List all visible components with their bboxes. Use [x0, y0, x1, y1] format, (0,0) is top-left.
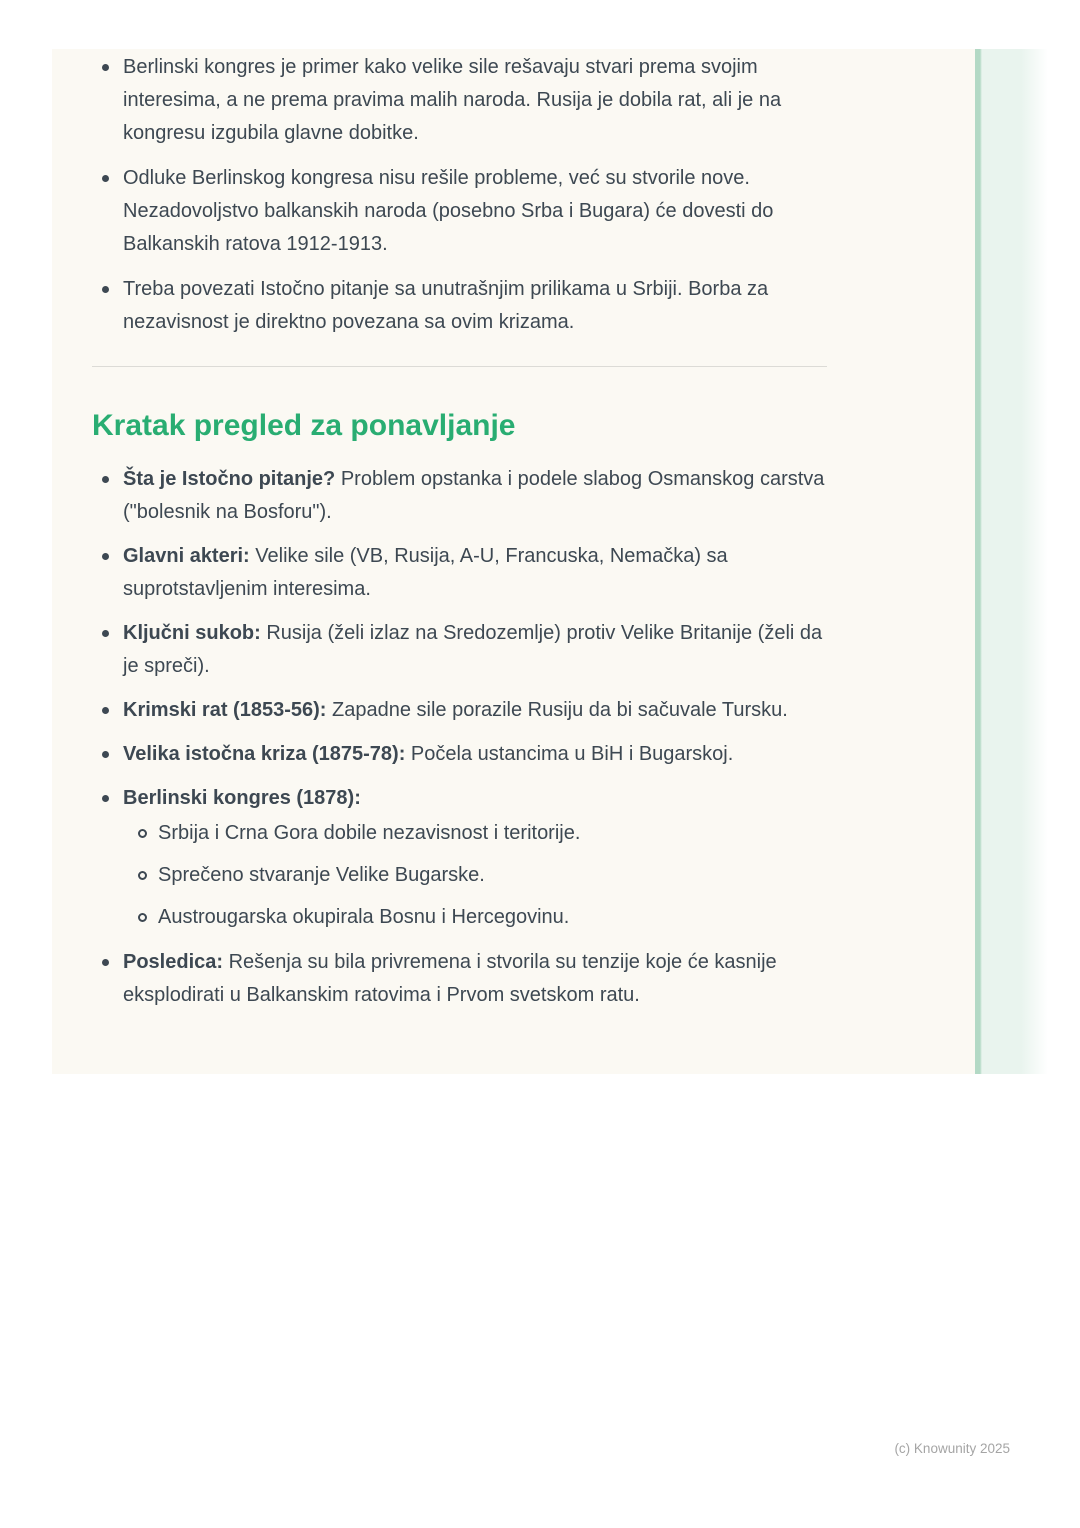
copyright-note: (c) Knowunity 2025 — [894, 1441, 1010, 1456]
bullet-rest-text: Zapadne sile porazile Rusiju da bi sačuvale Tursku. — [326, 699, 788, 721]
bullet-rest-text: Velike sile (VB, Rusija, A-U, Francuska, Nemačka) sa suprotstavljenim interesima. — [123, 545, 728, 600]
bullet-lead-text: Velika istočna kriza (1875-78): — [123, 743, 406, 765]
bullet-lead-text: Šta je Istočno pitanje? — [123, 468, 336, 490]
intro-bullet-item: Berlinski kongres je primer kako velike sile rešavaju stvari prema svojim interesima, a ne prema pravima malih naroda. Rusija je dobila rat, ali je na kongresu izgubila glavne dobitke. — [123, 51, 834, 150]
bullet-lead-text: Krimski rat (1853-56): — [123, 699, 327, 721]
bullet-rest-text: Rusija (želi izlaz na Sredozemlje) protiv Velike Britanije (želi da je spreči). — [123, 622, 823, 677]
summary-bullet-item — [123, 782, 834, 934]
summary-bullet-item — [123, 540, 834, 606]
summary-bullet-item — [123, 946, 834, 1012]
sub-bullet-item: Sprečeno stvaranje Velike Bugarske. — [158, 859, 834, 892]
bullet-rest-text: Rešenja su bila privremena i stvorila su tenzije koje će kasnije eksplodirati u Balkanskim ratovima i Prvom svetskom ratu. — [123, 951, 777, 1006]
intro-bullet-list — [92, 51, 834, 339]
bullet-lead-text: Berlinski kongres (1878): — [123, 787, 361, 809]
bullet-lead-text: Ključni sukob: — [123, 622, 261, 644]
summary-bullet-item — [123, 617, 834, 683]
sub-bullet-item: Srbija i Crna Gora dobile nezavisnost i teritorije. — [158, 817, 834, 850]
document-page — [52, 49, 1048, 1074]
sub-bullet-list — [123, 817, 834, 934]
page-accent-band — [975, 49, 1048, 1074]
section-divider — [92, 366, 827, 367]
summary-bullet-list — [92, 463, 834, 1012]
bullet-rest-text: Počela ustancima u BiH i Bugarskoj. — [405, 743, 734, 765]
sub-bullet-item: Austrougarska okupirala Bosnu i Hercegovinu. — [158, 901, 834, 934]
section-heading: Kratak pregled za ponavljanje — [92, 409, 516, 442]
page-content — [52, 49, 834, 1012]
bullet-lead-text: Glavni akteri: — [123, 545, 250, 567]
intro-bullet-item: Treba povezati Istočno pitanje sa unutrašnjim prilikama u Srbiji. Borba za nezavisnost je direktno povezana sa ovim krizama. — [123, 273, 834, 339]
summary-bullet-item — [123, 738, 834, 771]
summary-bullet-item — [123, 463, 834, 529]
bullet-lead-text: Posledica: — [123, 951, 224, 973]
intro-bullet-item: Odluke Berlinskog kongresa nisu rešile probleme, već su stvorile nove. Nezadovoljstvo balkanskih naroda (posebno Srba i Bugara) će dovesti do Balkanskih ratova 1912-1913. — [123, 162, 834, 261]
summary-bullet-item — [123, 694, 834, 727]
bullet-rest-text: Problem opstanka i podele slabog Osmanskog carstva ("bolesnik na Bosforu"). — [123, 468, 825, 523]
